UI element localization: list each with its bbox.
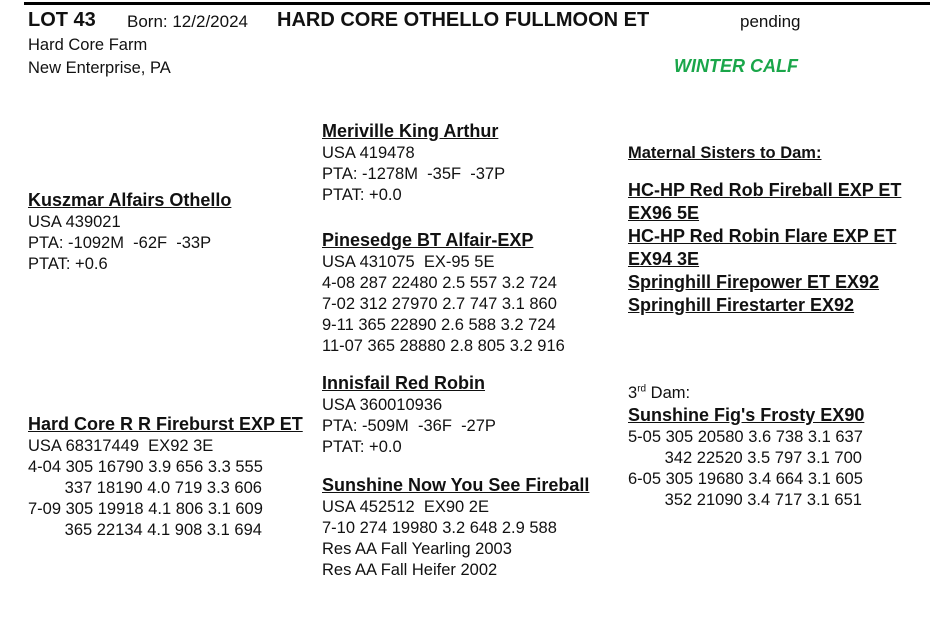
third-dam-block (628, 383, 864, 511)
dam-sire-reg: USA 360010936 (322, 396, 443, 414)
birth-date: Born: 12/2/2024 (127, 12, 248, 31)
dam-sire-name: Innisfail Red Robin (322, 373, 486, 393)
status-text: pending (740, 12, 801, 31)
sire-sire-ptat: PTAT: +0.0 (322, 186, 402, 204)
award-line: Res AA Fall Heifer 2002 (322, 561, 498, 579)
farm-name: Hard Core Farm (28, 36, 148, 54)
class-label: WINTER CALF (674, 56, 798, 76)
dam-dam-name: Sunshine Now You See Fireball (322, 475, 590, 495)
record-line: 352 21090 3.4 717 3.1 651 (628, 491, 862, 509)
record-line: 337 18190 4.0 719 3.3 606 (28, 479, 262, 497)
dam-dam-block (322, 474, 589, 581)
top-rule (24, 2, 930, 5)
third-dam-label-num: 3 (628, 384, 638, 402)
third-dam-label (628, 383, 864, 404)
sister-item: Springhill Firestarter EX92 (628, 295, 855, 315)
sire-pta: PTA: -1092M -62F -33P (28, 234, 212, 252)
record-line: 4-08 287 22480 2.5 557 3.2 724 (322, 274, 557, 292)
record-line: 365 22134 4.1 908 3.1 694 (28, 521, 262, 539)
third-dam-label-sup: rd (637, 383, 647, 395)
sire-sire-name: Meriville King Arthur (322, 121, 499, 141)
maternal-sisters-heading: Maternal Sisters to Dam: (628, 144, 822, 162)
dam-block (28, 413, 313, 541)
record-line: 6-05 305 19680 3.4 664 3.1 605 (628, 470, 863, 488)
maternal-sisters-block (628, 143, 932, 317)
sire-reg: USA 439021 (28, 213, 121, 231)
record-line: 9-11 365 22890 2.6 588 3.2 724 (322, 316, 556, 334)
record-line: 7-02 312 27970 2.7 747 3.1 860 (322, 295, 557, 313)
sire-dam-name: Pinesedge BT Alfair-EXP (322, 230, 534, 250)
dam-name: Hard Core R R Fireburst EXP ET (28, 414, 303, 434)
sire-ptat: PTAT: +0.6 (28, 255, 108, 273)
farm-location: New Enterprise, PA (28, 59, 171, 77)
sire-sire-pta: PTA: -1278M -35F -37P (322, 165, 506, 183)
sire-name: Kuszmar Alfairs Othello (28, 190, 232, 210)
dam-dam-reg: USA 452512 EX90 2E (322, 498, 489, 516)
sire-sire-reg: USA 419478 (322, 144, 415, 162)
third-dam-name: Sunshine Fig's Frosty EX90 (628, 405, 865, 425)
record-line: 4-04 305 16790 3.9 656 3.3 555 (28, 458, 263, 476)
sire-dam-reg: USA 431075 EX-95 5E (322, 253, 495, 271)
record-line: 5-05 305 20580 3.6 738 3.1 637 (628, 428, 863, 446)
sire-dam-block (322, 229, 565, 357)
animal-name: HARD CORE OTHELLO FULLMOON ET (277, 9, 650, 31)
dam-sire-block (322, 372, 496, 458)
dam-sire-ptat: PTAT: +0.0 (322, 438, 402, 456)
third-dam-label-rest: Dam: (646, 384, 691, 402)
sire-block (28, 189, 231, 275)
record-line: 7-10 274 19980 3.2 648 2.9 588 (322, 519, 557, 537)
sister-item: HC-HP Red Robin Flare EXP ET EX94 3E (628, 226, 897, 269)
sister-item: Springhill Firepower ET EX92 (628, 272, 880, 292)
dam-sire-pta: PTA: -509M -36F -27P (322, 417, 496, 435)
dam-reg: USA 68317449 EX92 3E (28, 437, 214, 455)
record-line: 342 22520 3.5 797 3.1 700 (628, 449, 862, 467)
sister-item: HC-HP Red Rob Fireball EXP ET EX96 5E (628, 180, 902, 223)
spacer (628, 164, 932, 179)
record-line: 11-07 365 28880 2.8 805 3.2 916 (322, 337, 565, 355)
award-line: Res AA Fall Yearling 2003 (322, 540, 512, 558)
lot-number: LOT 43 (28, 9, 96, 31)
sire-sire-block (322, 120, 505, 206)
record-line: 7-09 305 19918 4.1 806 3.1 609 (28, 500, 263, 518)
